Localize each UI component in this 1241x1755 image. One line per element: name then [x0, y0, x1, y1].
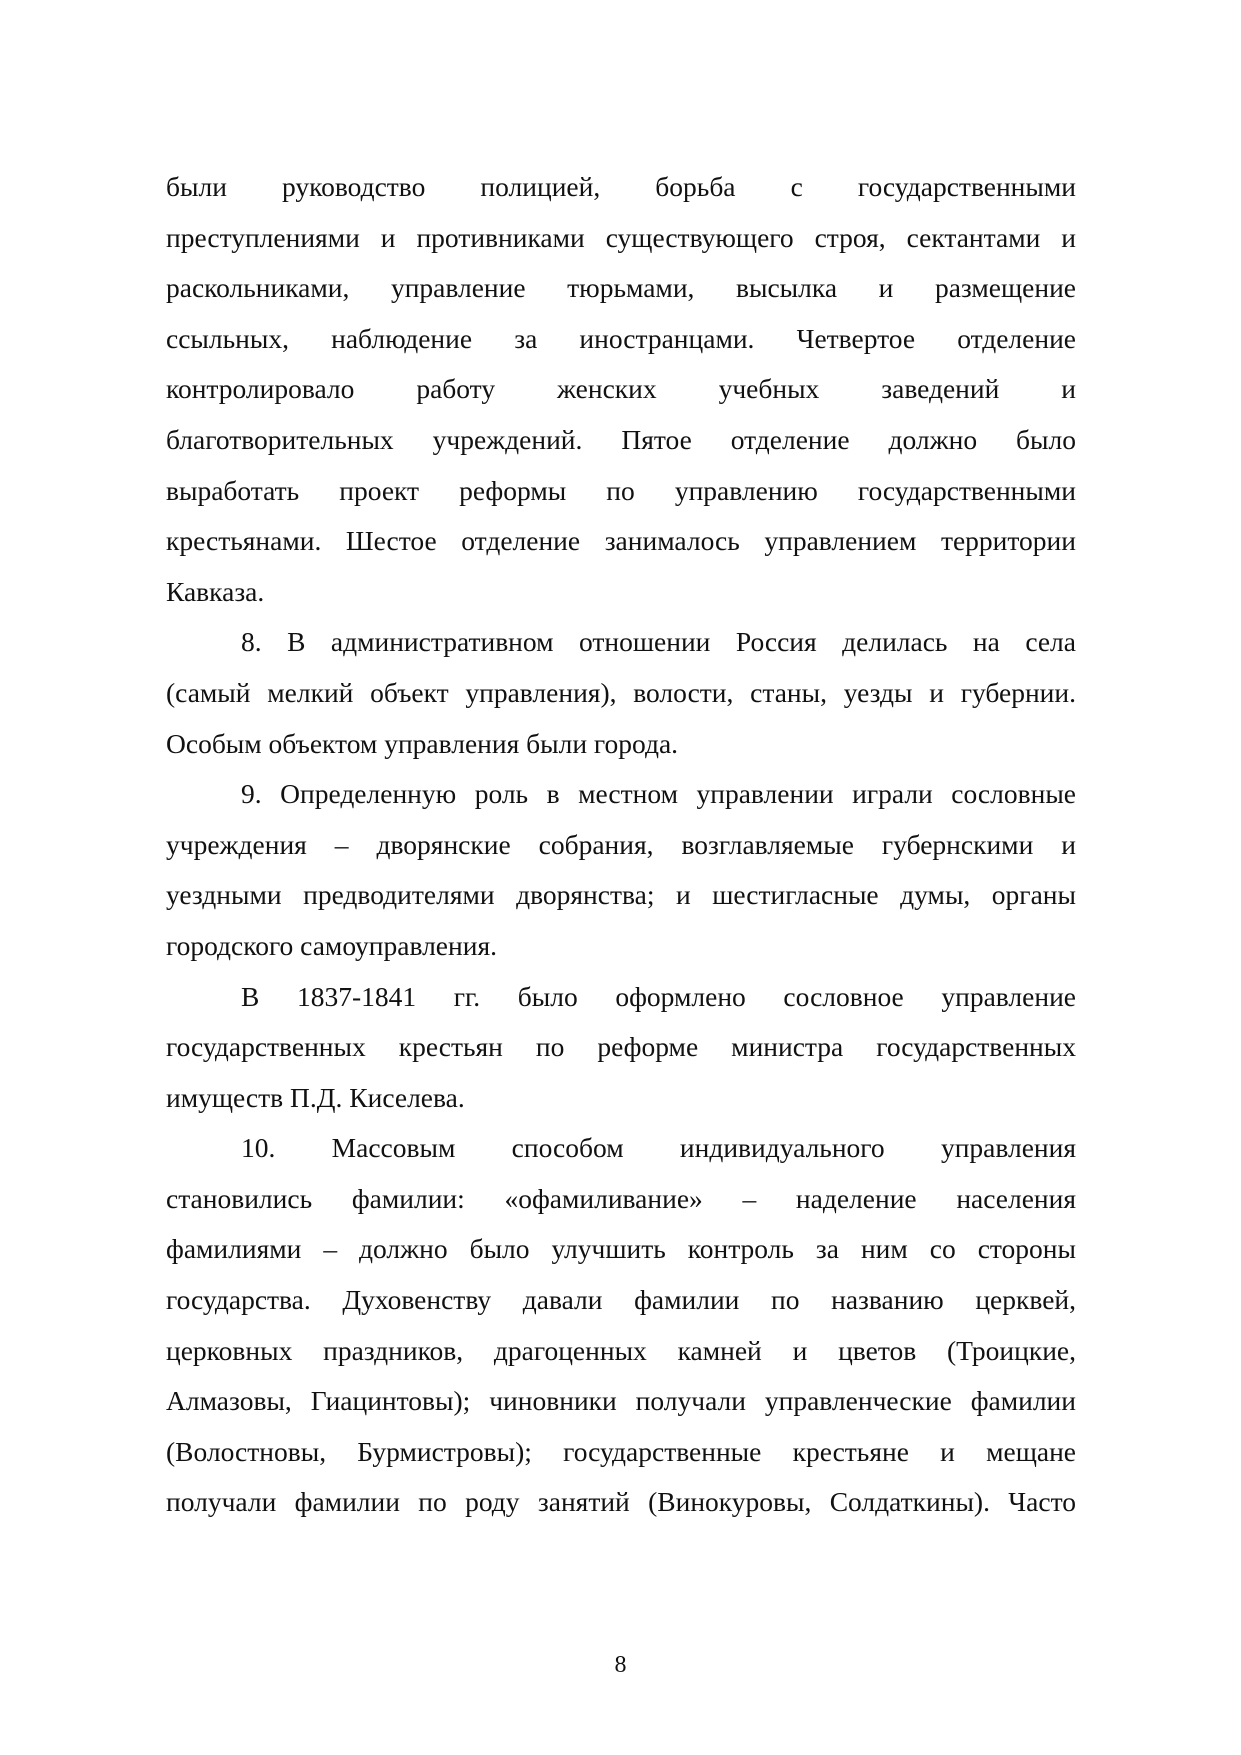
text-line: имуществ П.Д. Киселева. [166, 1081, 465, 1113]
text-line: государства. Духовенству давали фамилии по названию церквей, [166, 1284, 1076, 1316]
text-line: становились фамилии: «офамиливание» – наделение населения [166, 1182, 1076, 1214]
text-line: Кавказа. [166, 575, 265, 607]
text-line: контролировало работу женских учебных заведений и [166, 373, 1076, 405]
text-line: фамилиями – должно было улучшить контроль за ним со стороны [166, 1233, 1076, 1265]
text-line: Алмазовы, Гиацинтовы); чиновники получали управленческие фамилии [166, 1385, 1076, 1417]
page-number: 8 [614, 1652, 627, 1678]
text-line: церковных праздников, драгоценных камней и цветов (Троицкие, [166, 1334, 1076, 1366]
text-line: благотворительных учреждений. Пятое отделение должно было [166, 423, 1076, 455]
paragraph-first-line: 8. В административном отношении Россия делилась на села [241, 626, 1076, 658]
text-line: раскольниками, управление тюрьмами, высылка и размещение [166, 272, 1076, 304]
text-line: (Волостновы, Бурмистровы); государственные крестьяне и мещане [166, 1435, 1076, 1467]
text-line: получали фамилии по роду занятий (Винокуровы, Солдаткины). Часто [166, 1486, 1076, 1518]
text-line: выработать проект реформы по управлению государственными [166, 474, 1076, 506]
text-line: Особым объектом управления были города. [166, 727, 679, 759]
text-line: государственных крестьян по реформе министра государственных [166, 1031, 1076, 1063]
text-line: преступлениями и противниками существующего строя, сектантами и [166, 221, 1076, 253]
paragraph-first-line: 10. Массовым способом индивидуального управления [241, 1132, 1076, 1164]
text-line: городского самоуправления. [166, 929, 497, 961]
text-line: уездными предводителями дворянства; и шестигласные думы, органы [166, 879, 1076, 911]
paragraph-first-line: 9. Определенную роль в местном управлении играли сословные [241, 778, 1076, 810]
paragraph-first-line: В 1837-1841 гг. было оформлено сословное управление [241, 980, 1076, 1012]
body-text [166, 162, 1076, 1528]
text-line: учреждения – дворянские собрания, возглавляемые губернскими и [166, 828, 1076, 860]
text-line: ссыльных, наблюдение за иностранцами. Четвертое отделение [166, 322, 1076, 354]
text-line: (самый мелкий объект управления), волости, станы, уезды и губернии. [166, 676, 1076, 708]
text-line: крестьянами. Шестое отделение занималось управлением территории [166, 525, 1076, 557]
text-line: были руководство полицией, борьба с государственными [166, 171, 1076, 202]
